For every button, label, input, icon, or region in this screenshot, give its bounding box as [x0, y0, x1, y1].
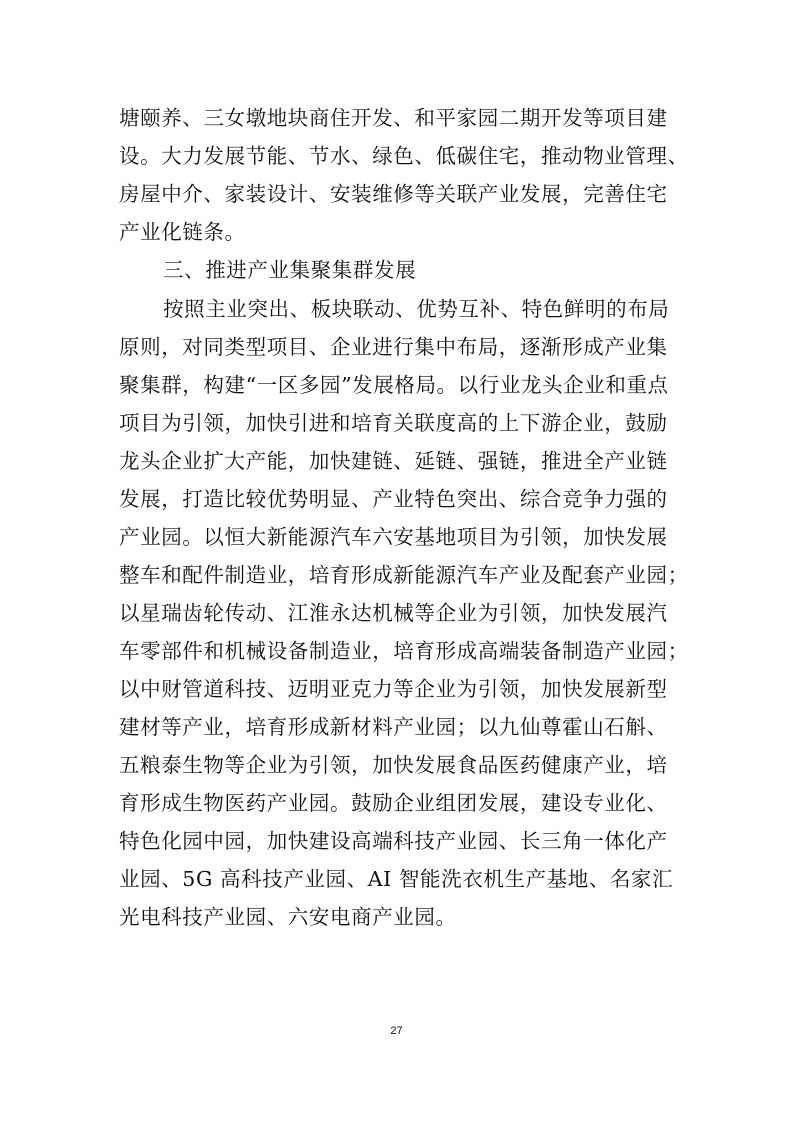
- paragraph-2-line-7: 产业园。以恒大新能源汽车六安基地项目为引领，加快发展: [119, 525, 668, 549]
- section-heading: 三、推进产业集聚集群发展: [163, 258, 417, 282]
- paragraph-2-line-5: 龙头企业扩大产能，加快建链、延链、强链，推进全产业链: [119, 449, 668, 473]
- paragraph-2-line-3: 聚集群，构建“一区多园”发展格局。以行业龙头企业和重点: [119, 373, 669, 397]
- paragraph-2-line-13: 五粮泰生物等企业为引领，加快发展食品医药健康产业，培: [119, 753, 668, 777]
- paragraph-2-line-2: 原则，对同类型项目、企业进行集中布局，逐渐形成产业集: [119, 335, 668, 359]
- paragraph-2-line-1: 按照主业突出、板块联动、优势互补、特色鲜明的布局: [163, 297, 670, 321]
- paragraph-2-line-9: 以星瑞齿轮传动、江淮永达机械等企业为引领，加快发展汽: [119, 601, 668, 625]
- paragraph-2-line-11: 以中财管道科技、迈明亚克力等企业为引领，加快发展新型: [119, 677, 668, 701]
- paragraph-2-line-16: 业园、5G 高科技产业园、AI 智能洗衣机生产基地、名家汇: [119, 867, 674, 891]
- paragraph-1-line-2: 设。大力发展节能、节水、绿色、低碳住宅，推动物业管理、: [119, 144, 689, 168]
- paragraph-2-line-10: 车零部件和机械设备制造业，培育形成高端装备制造产业园；: [119, 639, 689, 663]
- paragraph-2-line-6: 发展，打造比较优势明显、产业特色突出、综合竞争力强的: [119, 487, 668, 511]
- paragraph-2-line-15: 特色化园中园，加快建设高端科技产业园、长三角一体化产: [119, 829, 668, 853]
- paragraph-2-line-8: 整车和配件制造业，培育形成新能源汽车产业及配套产业园；: [119, 563, 689, 587]
- paragraph-1-line-1: 塘颐养、三女墩地块商住开发、和平家园二期开发等项目建: [119, 106, 668, 130]
- paragraph-2-line-4: 项目为引领，加快引进和培育关联度高的上下游企业，鼓励: [119, 411, 668, 435]
- paragraph-1-line-3: 房屋中介、家装设计、安装维修等关联产业发展，完善住宅: [119, 182, 668, 206]
- paragraph-2-line-14: 育形成生物医药产业园。鼓励企业组团发展，建设专业化、: [119, 791, 668, 815]
- paragraph-2-line-17: 光电科技产业园、六安电商产业园。: [119, 905, 457, 929]
- paragraph-1-line-4: 产业化链条。: [119, 220, 246, 244]
- page-number: 27: [390, 1025, 403, 1037]
- paragraph-2-line-12: 建材等产业，培育形成新材料产业园；以九仙尊霍山石斛、: [119, 715, 668, 739]
